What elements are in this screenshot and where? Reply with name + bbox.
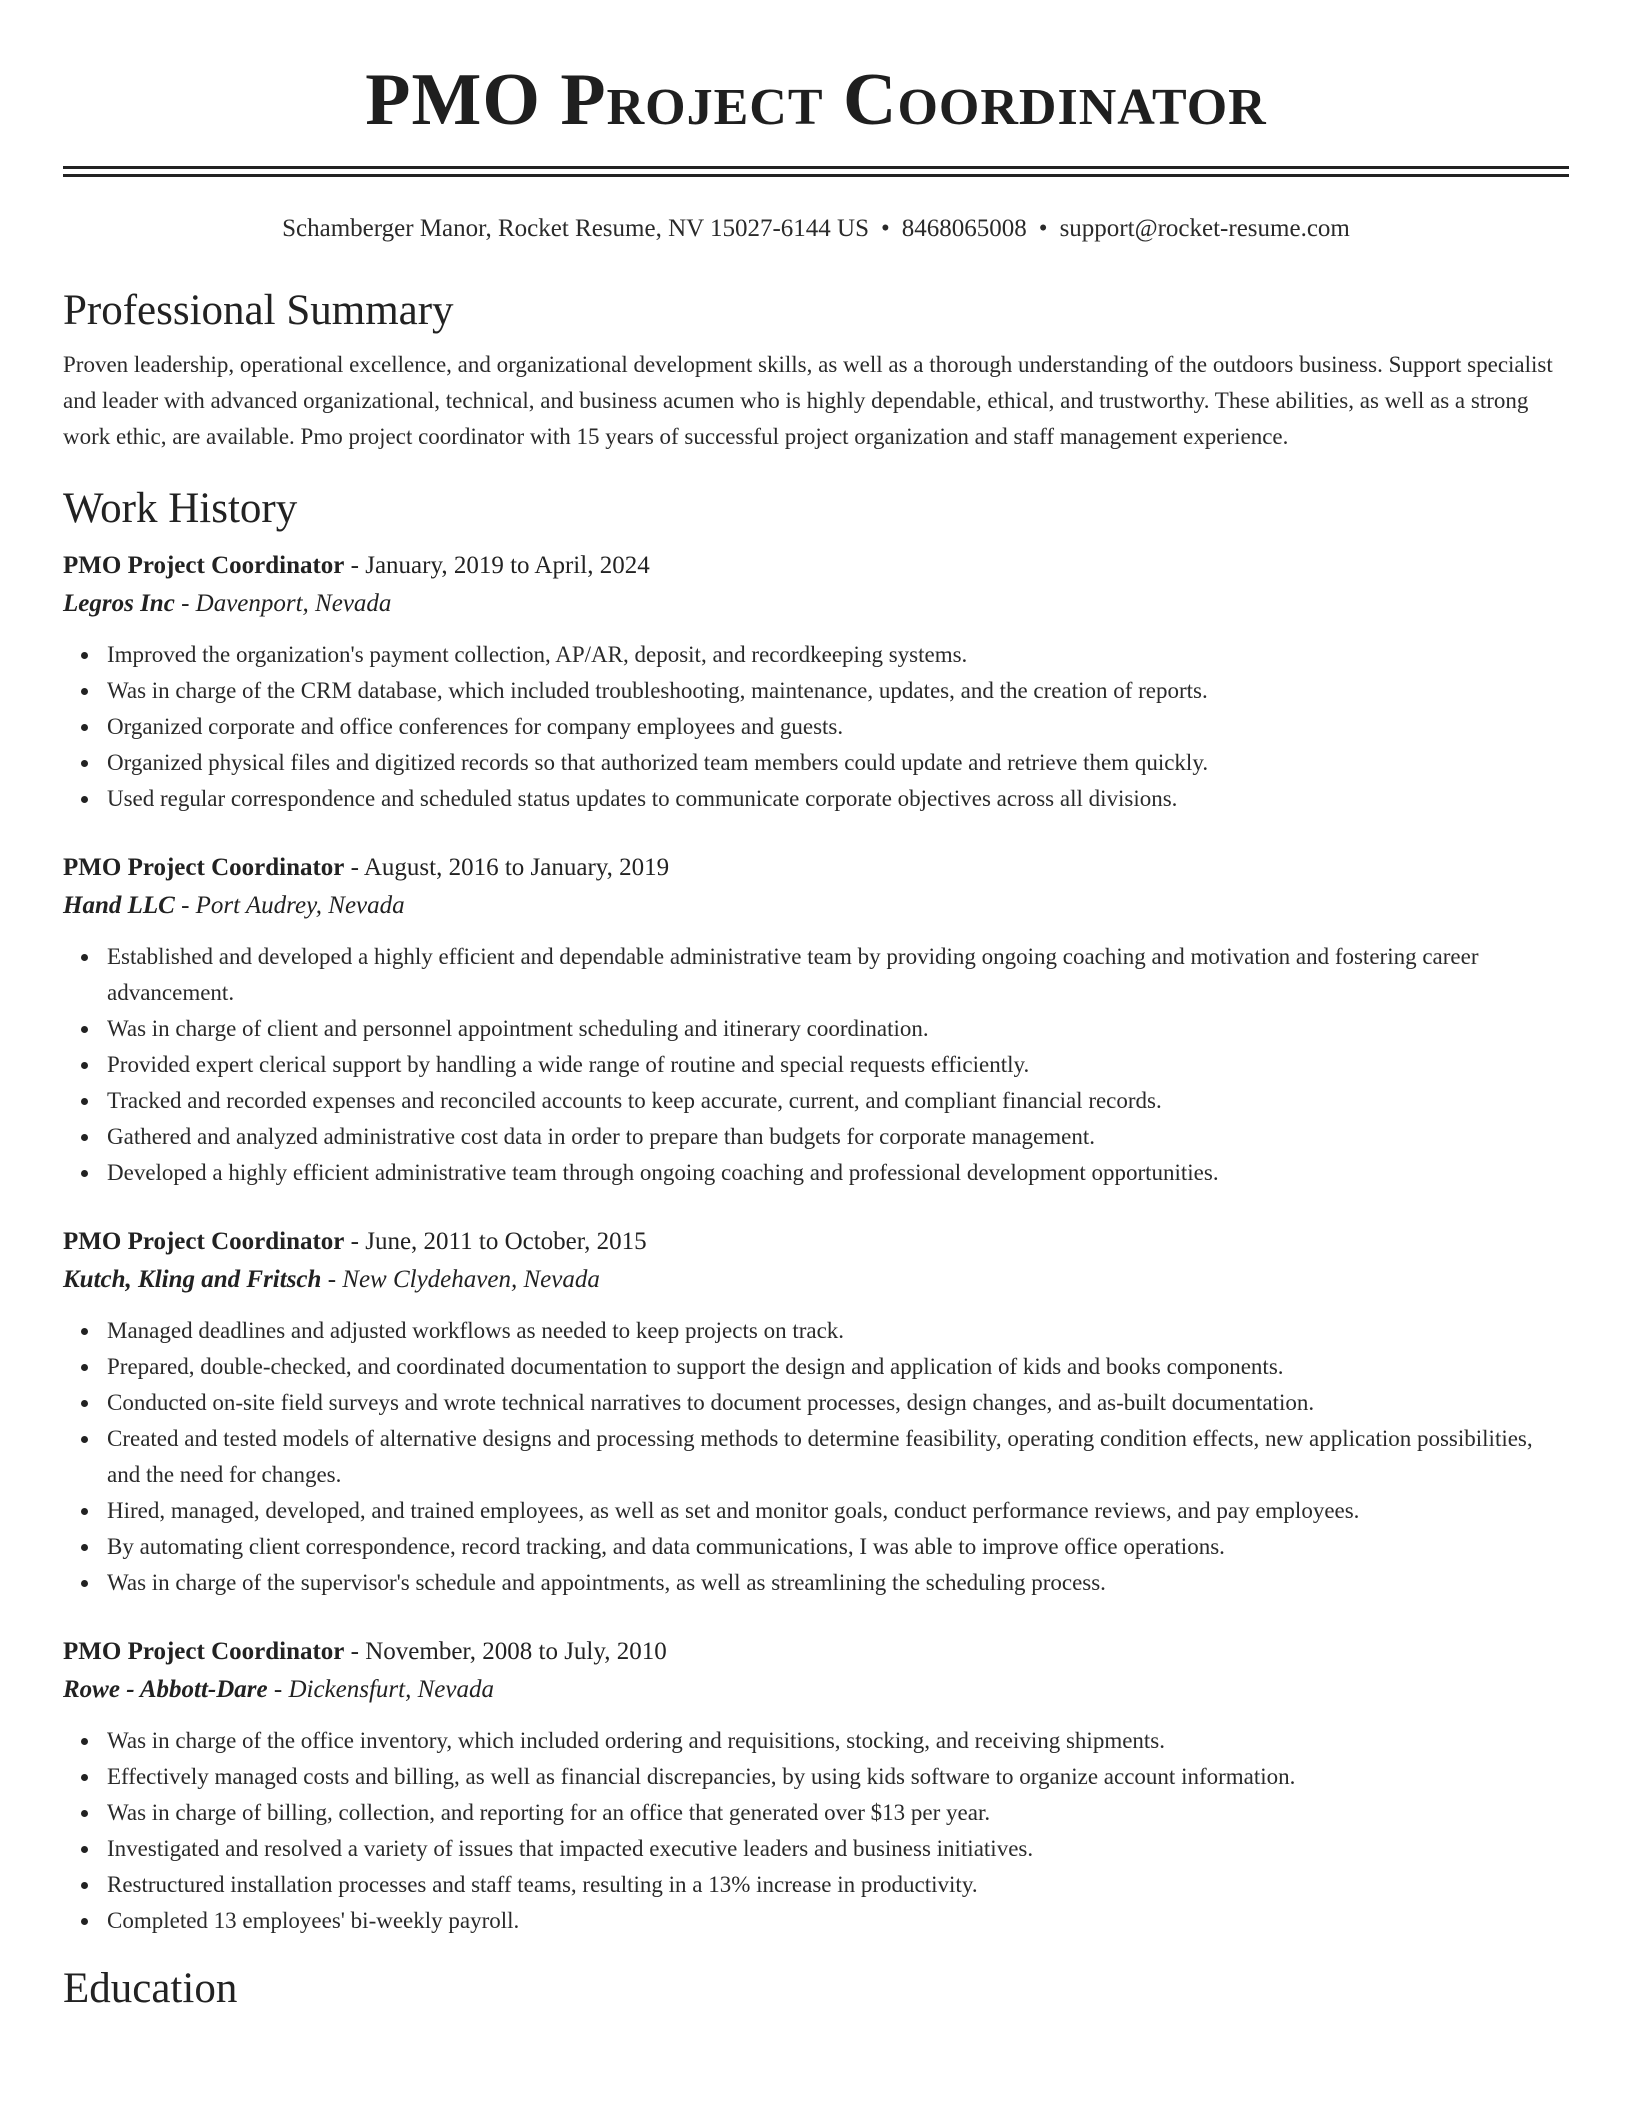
list-item: Established and developed a highly efficient and dependable administrative team by providing ongoing coaching and motivation and fostering career advancement. <box>107 939 1569 1011</box>
summary-heading: Professional Summary <box>63 287 454 334</box>
job-company: Legros Inc <box>63 590 175 617</box>
job-dates: - January, 2019 to April, 2024 <box>344 552 650 579</box>
job-location: - Port Audrey, Nevada <box>174 892 405 919</box>
list-item: Was in charge of client and personnel appointment scheduling and itinerary coordination. <box>107 1011 1569 1047</box>
list-item: Hired, managed, developed, and trained employees, as well as set and monitor goals, conduct performance reviews, and pay employees. <box>107 1493 1569 1529</box>
job-company: Rowe - Abbott-Dare <box>63 1676 268 1703</box>
job-dates: - August, 2016 to January, 2019 <box>344 854 670 881</box>
list-item: Developed a highly efficient administrative team through ongoing coaching and professional development opportunities. <box>107 1155 1569 1191</box>
work-history-heading: Work History <box>63 485 298 532</box>
list-item: Tracked and recorded expenses and reconciled accounts to keep accurate, current, and compliant financial records. <box>107 1083 1569 1119</box>
job-entry <box>63 1633 1569 1939</box>
list-item: Was in charge of the CRM database, which included troubleshooting, maintenance, updates, and the creation of reports. <box>107 673 1569 709</box>
list-item: Organized physical files and digitized records so that authorized team members could update and retrieve them quickly. <box>107 745 1569 781</box>
list-item: Organized corporate and office conferences for company employees and guests. <box>107 709 1569 745</box>
list-item: Was in charge of the office inventory, which included ordering and requisitions, stocking, and receiving shipments. <box>107 1723 1569 1759</box>
list-item: Provided expert clerical support by handling a wide range of routine and special requests efficiently. <box>107 1047 1569 1083</box>
list-item: Improved the organization's payment collection, AP/AR, deposit, and recordkeeping systems. <box>107 637 1569 673</box>
job-duties-list <box>63 1313 1569 1601</box>
job-company-line <box>63 585 1569 623</box>
job-location: - Dickensfurt, Nevada <box>267 1676 494 1703</box>
job-heading <box>63 547 1569 585</box>
job-heading <box>63 1633 1569 1671</box>
list-item: Effectively managed costs and billing, as well as financial discrepancies, by using kids software to organize account information. <box>107 1759 1569 1795</box>
list-item: Prepared, double-checked, and coordinated documentation to support the design and application of kids and books components. <box>107 1349 1569 1385</box>
job-company: Hand LLC <box>63 892 175 919</box>
title-divider <box>63 166 1569 177</box>
job-duties-list <box>63 1723 1569 1939</box>
list-item: Conducted on-site field surveys and wrote technical narratives to document processes, design changes, and as-built documentation. <box>107 1385 1569 1421</box>
job-company-line <box>63 887 1569 925</box>
list-item: Managed deadlines and adjusted workflows as needed to keep projects on track. <box>107 1313 1569 1349</box>
job-entry <box>63 547 1569 817</box>
list-item: Completed 13 employees' bi-weekly payroll. <box>107 1903 1569 1939</box>
contact-separator: • <box>881 215 890 242</box>
job-duties-list <box>63 637 1569 817</box>
list-item: Used regular correspondence and scheduled status updates to communicate corporate objectives across all divisions. <box>107 781 1569 817</box>
job-list <box>63 547 1569 1939</box>
job-entry <box>63 849 1569 1191</box>
job-dates: - November, 2008 to July, 2010 <box>344 1638 667 1665</box>
list-item: Investigated and resolved a variety of issues that impacted executive leaders and business initiatives. <box>107 1831 1569 1867</box>
list-item: Was in charge of billing, collection, and reporting for an office that generated over $13 per year. <box>107 1795 1569 1831</box>
contact-email: support@rocket-resume.com <box>1059 215 1350 242</box>
contact-phone: 8468065008 <box>901 215 1027 242</box>
contact-line <box>63 213 1569 245</box>
job-role: PMO Project Coordinator <box>63 1638 345 1665</box>
list-item: Restructured installation processes and staff teams, resulting in a 13% increase in productivity. <box>107 1867 1569 1903</box>
job-duties-list <box>63 939 1569 1191</box>
list-item: By automating client correspondence, record tracking, and data communications, I was able to improve office operations. <box>107 1529 1569 1565</box>
job-company-line <box>63 1671 1569 1709</box>
job-company: Kutch, Kling and Fritsch <box>63 1266 322 1293</box>
page-title: PMO Project Coordinator <box>365 59 1267 141</box>
contact-separator: • <box>1038 215 1048 242</box>
summary-text: Proven leadership, operational excellence, and organizational development skills, as well as a thorough understanding of the outdoors business. Support specialist and leader with advanced organizational, technical, and business acumen who is highly dependable, ethical, and trustworthy. These abilities, as well as a strong work ethic, are available. Pmo project coordinator with 15 years of successful project organization and staff management experience. <box>63 352 1553 449</box>
job-company-line <box>63 1261 1569 1299</box>
list-item: Was in charge of the supervisor's schedule and appointments, as well as streamlining the scheduling process. <box>107 1565 1569 1601</box>
job-dates: - June, 2011 to October, 2015 <box>344 1228 647 1255</box>
job-heading <box>63 849 1569 887</box>
contact-address: Schamberger Manor, Rocket Resume, NV 15027-6144 US <box>282 215 870 242</box>
job-heading <box>63 1223 1569 1261</box>
job-role: PMO Project Coordinator <box>63 854 345 881</box>
job-entry <box>63 1223 1569 1601</box>
list-item: Gathered and analyzed administrative cost data in order to prepare than budgets for corporate management. <box>107 1119 1569 1155</box>
job-location: - Davenport, Nevada <box>174 590 392 617</box>
education-heading: Education <box>63 1965 238 2012</box>
list-item: Created and tested models of alternative designs and processing methods to determine feasibility, operating condition effects, new application possibilities, and the need for changes. <box>107 1421 1569 1493</box>
job-role: PMO Project Coordinator <box>63 1228 345 1255</box>
job-location: - New Clydehaven, Nevada <box>321 1266 600 1293</box>
job-role: PMO Project Coordinator <box>63 552 345 579</box>
